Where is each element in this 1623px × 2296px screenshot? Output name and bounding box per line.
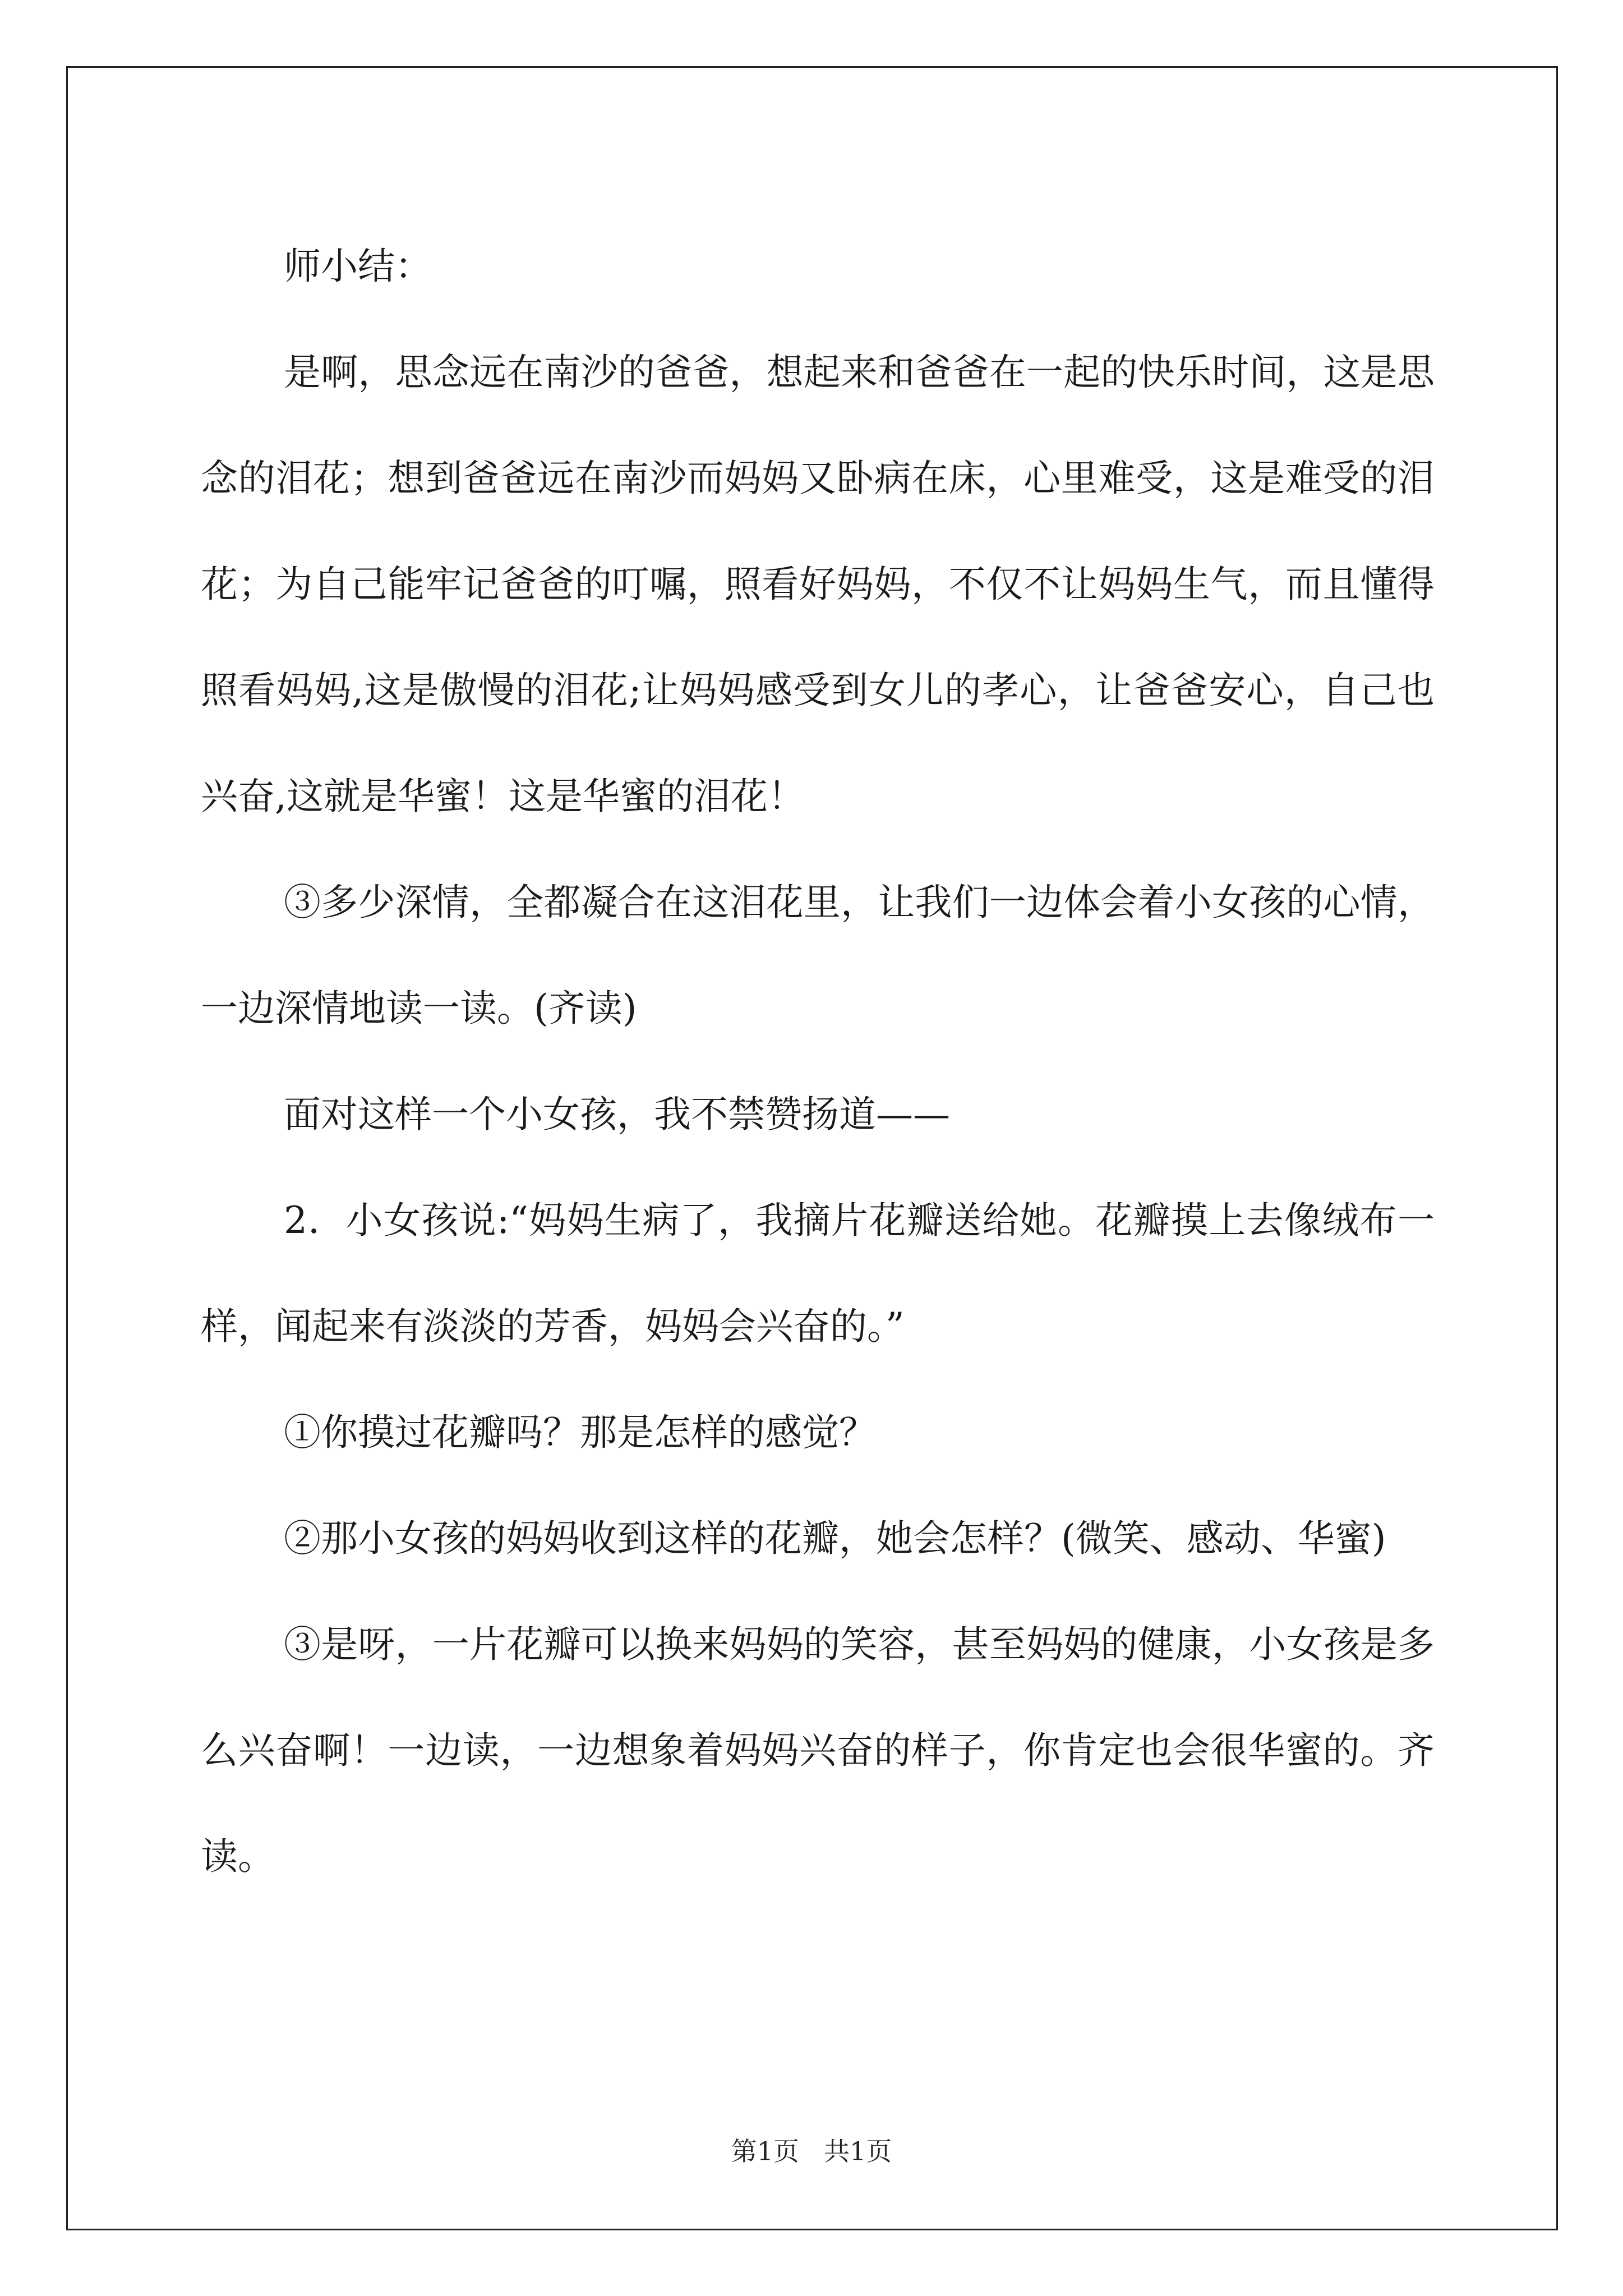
page-number-current: 第1页 <box>731 2136 799 2166</box>
paragraph-praise: 面对这样一个小女孩，我不禁赞扬道—— <box>284 1093 950 1136</box>
paragraph-question-1: ①你摸过花瓣吗？那是怎样的感觉？ <box>284 1411 876 1454</box>
paragraph-summary-heading: 师小结： <box>284 245 432 288</box>
paragraph-question-2: ②那小女孩的妈妈收到这样的花瓣，她会怎样？(微笑、感动、华蜜) <box>284 1517 1386 1560</box>
paragraph-question-3: ③是呀，一片花瓣可以换来妈妈的笑容，甚至妈妈的健康，小女孩是多么兴奋啊！一边读，一边想象着妈妈兴奋的样子，你肯定也会很华蜜的。齐读。 <box>201 1623 1435 1878</box>
page-footer <box>0 2134 1623 2168</box>
document-body <box>201 213 1435 1910</box>
paragraph-girl-quote: 2．小女孩说:“妈妈生病了，我摘片花瓣送给她。花瓣摸上去像绒布一样，闻起来有淡淡的芳香，妈妈会兴奋的。” <box>201 1199 1435 1348</box>
paragraph-read-together: ③多少深情，全都凝合在这泪花里，让我们一边体会着小女孩的心情，一边深情地读一读。(齐读) <box>201 881 1435 1030</box>
page-number-total: 共1页 <box>824 2136 892 2166</box>
paragraph-tears-explanation: 是啊，思念远在南沙的爸爸，想起来和爸爸在一起的快乐时间，这是思念的泪花；想到爸爸远在南沙而妈妈又卧病在床，心里难受，这是难受的泪花；为自己能牢记爸爸的叮嘱，照看好妈妈，不仅不让妈妈生气，而且懂得照看妈妈,这是傲慢的泪花;让妈妈感受到女儿的孝心，让爸爸安心，自己也兴奋,这就是华蜜！这是华蜜的泪花！ <box>201 351 1435 818</box>
